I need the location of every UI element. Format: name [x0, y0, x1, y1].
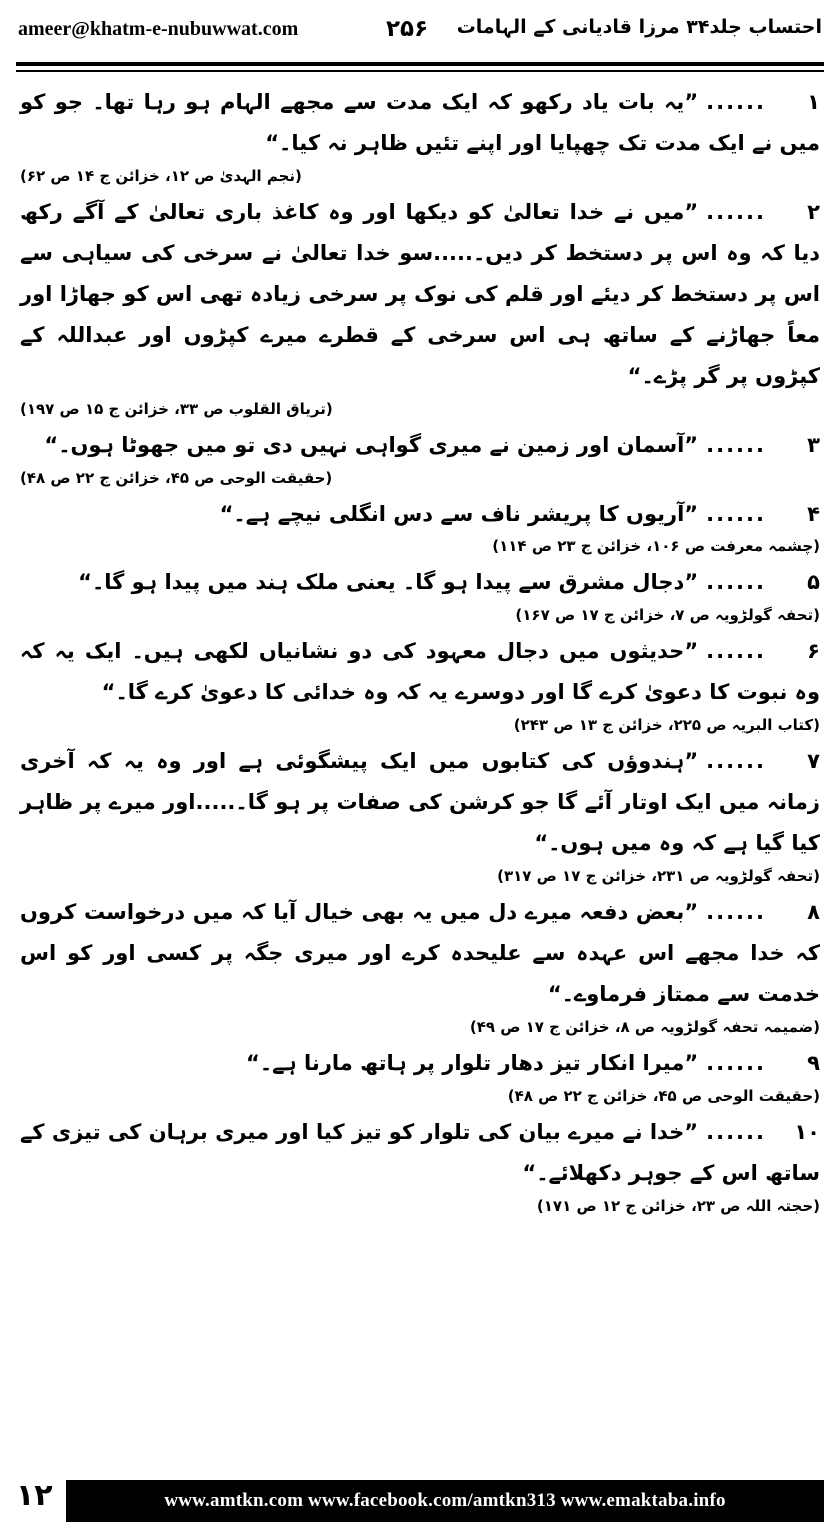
entry-text: ”دجال مشرق سے پیدا ہو گا۔ یعنی ملک ہند میں پیدا ہو گا۔“	[78, 570, 699, 595]
page-header	[18, 14, 822, 58]
entry-reference: (ضمیمہ تحفہ گولڑویہ ص ۸، خزائن ج ۱۷ ص ۴۹)	[469, 1017, 820, 1036]
entry-reference: (تحفہ گولڑویہ ص ۲۳۱، خزائن ج ۱۷ ص ۳۱۷)	[497, 867, 820, 886]
entry-dots: ......	[706, 900, 766, 925]
entry-reference: (نجم الہدیٰ ص ۱۲، خزائن ج ۱۴ ص ۶۲)	[20, 166, 302, 185]
entry-number: ۷	[807, 749, 820, 774]
entry-reference: (چشمہ معرفت ص ۱۰۶، خزائن ج ۲۳ ص ۱۱۴)	[492, 537, 820, 556]
quote-text-block	[20, 82, 820, 164]
quote-entry	[20, 494, 820, 559]
quote-entry	[20, 631, 820, 737]
entry-text: ”حدیثوں میں دجال معہود کی دو نشانیاں لکھی ہیں۔ ایک یہ کہ وہ نبوت کا دعویٰ کرے گا اور دوسرے یہ کہ وہ خدائی کا دعویٰ کرے گا۔“	[20, 639, 820, 705]
entry-number: ۸	[807, 900, 820, 925]
entry-dots: ......	[706, 90, 766, 114]
footer-links-bar	[66, 1480, 824, 1522]
quote-entry	[20, 741, 820, 888]
entry-number: ۳	[807, 432, 820, 457]
entry-dots: ......	[706, 199, 766, 224]
page-footer	[16, 1480, 824, 1526]
entry-dots: ......	[706, 1050, 766, 1075]
quote-entry	[20, 892, 820, 1039]
entry-reference: (تحفہ گولڑویہ ص ۷، خزائن ج ۱۷ ص ۱۶۷)	[515, 606, 820, 625]
quote-text-block	[20, 631, 820, 713]
entry-dots: ......	[706, 639, 766, 664]
entry-number: ۱۰	[794, 1119, 820, 1144]
entry-reference: (حجتہ اللہ ص ۲۳، خزائن ج ۱۲ ص ۱۷۱)	[536, 1196, 820, 1215]
entry-number: ۹	[807, 1050, 820, 1075]
entry-text: ”آریوں کا پریشر ناف سے دس انگلی نیچے ہے۔“	[219, 501, 699, 526]
quote-text-block	[20, 562, 820, 603]
quote-text-block	[20, 425, 820, 466]
entry-dots: ......	[706, 1119, 766, 1144]
entry-text: ”میں نے خدا تعالیٰ کو دیکھا اور وہ کاغذ باری تعالیٰ کے آگے رکھ دیا کہ وہ اس پر دستخط کر دیں۔.....سو خدا تعالیٰ نے سرخی کی سیاہی سے اس پر دستخط کر دیئے اور قلم کی نوک پر سرخی زیادہ تھی اس کو جھاڑا اور معاً جھاڑنے کے ساتھ ہی اس سرخی کے قطرے میرے کپڑوں اور عبداللہ کے کپڑوں پر گر پڑے۔“	[20, 199, 820, 388]
quote-text-block	[20, 741, 820, 864]
entry-text: ”خدا نے میرے بیان کی تلوار کو تیز کیا اور میری برہان کی تیزی کے ساتھ اس کے جوہر دکھلائے۔“	[20, 1119, 820, 1185]
quote-text-block	[20, 1043, 820, 1084]
quote-entry	[20, 1043, 820, 1108]
entry-dots: ......	[706, 570, 766, 595]
entry-reference: (حقیقت الوحی ص ۴۵، خزائن ج ۲۲ ص ۴۸)	[507, 1086, 820, 1105]
entry-number: ۶	[807, 639, 820, 664]
footer-links[interactable]: www.amtkn.com www.facebook.com/amtkn313 www.emaktaba.info	[164, 1490, 726, 1511]
quote-text-block	[20, 494, 820, 535]
header-rule-thin	[16, 70, 824, 72]
entry-number: ۵	[807, 570, 820, 595]
quote-entry	[20, 562, 820, 627]
document-body	[20, 82, 820, 1448]
quote-entry	[20, 192, 820, 421]
book-title: احتساب جلد۳۴ مرزا قادیانی کے الہامات	[456, 16, 822, 38]
entry-number: ۲	[807, 199, 820, 224]
entry-text: ”یہ بات یاد رکھو کہ ایک مدت سے مجھے الہام ہو رہا تھا۔ جو کو میں نے ایک مدت تک چھپایا اور اپنے تئیں ظاہر نہ کیا۔“	[20, 90, 820, 155]
quote-entry	[20, 425, 820, 490]
entry-number: ۱	[807, 90, 820, 114]
entry-reference: (کتاب البریہ ص ۲۲۵، خزائن ج ۱۳ ص ۲۴۳)	[513, 716, 820, 735]
quote-entry	[20, 82, 820, 188]
header-page-number: ۲۵۶	[386, 16, 429, 42]
quote-text-block	[20, 192, 820, 397]
entry-text: ”ہندوؤں کی کتابوں میں ایک پیشگوئی ہے اور وہ یہ کہ آخری زمانہ میں ایک اوتار آئے گا جو کرشن کی صفات پر ہو گا۔.....اور میرے پر ظاہر کیا گیا ہے کہ وہ میں ہوں۔“	[20, 749, 820, 856]
quote-entry	[20, 1112, 820, 1218]
entry-reference: (حقیقت الوحی ص ۴۵، خزائن ج ۲۲ ص ۴۸)	[20, 468, 333, 487]
quote-text-block	[20, 892, 820, 1015]
header-email: ameer@khatm-e-nubuwwat.com	[18, 18, 299, 40]
footer-page-number: ۱۲	[16, 1478, 53, 1513]
entry-reference: (تریاق القلوب ص ۳۳، خزائن ج ۱۵ ص ۱۹۷)	[20, 399, 333, 418]
entry-dots: ......	[706, 432, 766, 457]
entry-text: ”بعض دفعہ میرے دل میں یہ بھی خیال آیا کہ میں درخواست کروں کہ خدا مجھے اس عہدہ سے علیحدہ کرے اور میری جگہ پر کسی اور کو اس خدمت سے ممتاز فرماوے۔“	[20, 900, 820, 1006]
entry-text: ”آسمان اور زمین نے میری گواہی نہیں دی تو میں جھوٹا ہوں۔“	[44, 432, 699, 457]
header-rule-thick	[16, 62, 824, 66]
quote-text-block	[20, 1112, 820, 1194]
entry-text: ”میرا انکار تیز دھار تلوار پر ہاتھ مارنا ہے۔“	[246, 1050, 699, 1075]
entry-dots: ......	[706, 749, 766, 774]
entry-number: ۴	[807, 501, 820, 526]
entry-dots: ......	[706, 501, 766, 526]
